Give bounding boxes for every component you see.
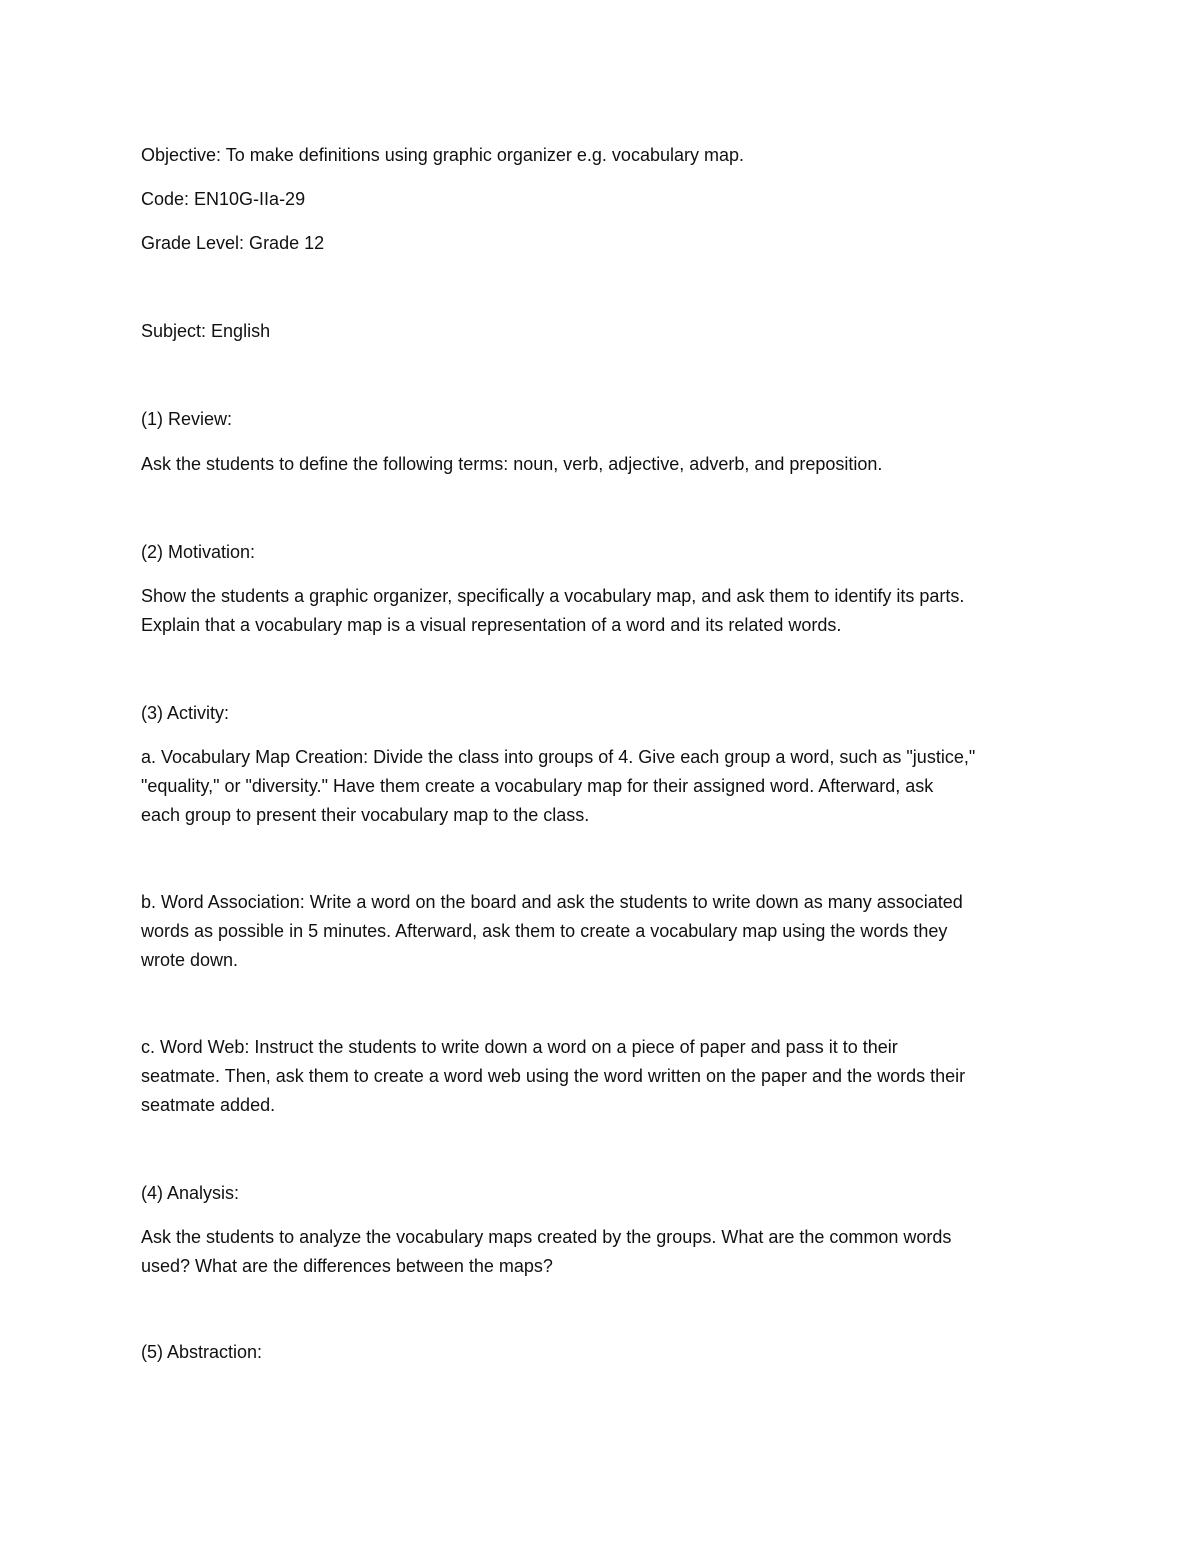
activity-heading: (3) Activity: bbox=[141, 703, 230, 723]
activity-item-c-line: seatmate added. bbox=[141, 1095, 276, 1115]
code-line: Code: EN10G-IIa-29 bbox=[141, 189, 306, 209]
activity-item-a bbox=[141, 743, 1071, 830]
activity-item-b-line: wrote down. bbox=[141, 950, 239, 970]
motivation-body-line: Show the students a graphic organizer, specifically a vocabulary map, and ask them to identify its parts. bbox=[141, 586, 965, 606]
activity-item-c-line: c. Word Web: Instruct the students to write down a word on a piece of paper and pass it to their bbox=[141, 1037, 898, 1057]
activity-item-a-line: "equality," or "diversity." Have them create a vocabulary map for their assigned word. Afterward, ask bbox=[141, 776, 934, 796]
analysis-body-line: used? What are the differences between the maps? bbox=[141, 1256, 553, 1276]
activity-item-a-line: a. Vocabulary Map Creation: Divide the class into groups of 4. Give each group a word, such as "justice," bbox=[141, 747, 976, 767]
activity-item-b-line: words as possible in 5 minutes. Afterward, ask them to create a vocabulary map using the words they bbox=[141, 921, 948, 941]
subject-line: Subject: English bbox=[141, 321, 271, 341]
abstraction-heading: (5) Abstraction: bbox=[141, 1342, 263, 1362]
motivation-body-line: Explain that a vocabulary map is a visual representation of a word and its related words. bbox=[141, 615, 842, 635]
motivation-heading: (2) Motivation: bbox=[141, 542, 256, 562]
activity-item-c bbox=[141, 1033, 1071, 1120]
grade-level-line: Grade Level: Grade 12 bbox=[141, 233, 325, 253]
motivation-body bbox=[141, 582, 1071, 640]
review-heading: (1) Review: bbox=[141, 409, 233, 429]
activity-item-b-line: b. Word Association: Write a word on the board and ask the students to write down as many associated bbox=[141, 892, 963, 912]
activity-item-c-line: seatmate. Then, ask them to create a word web using the word written on the paper and the words their bbox=[141, 1066, 966, 1086]
activity-item-a-line: each group to present their vocabulary map to the class. bbox=[141, 805, 590, 825]
activity-item-b bbox=[141, 888, 1071, 975]
review-body: Ask the students to define the following terms: noun, verb, adjective, adverb, and preposition. bbox=[141, 454, 883, 474]
analysis-body bbox=[141, 1223, 1071, 1281]
analysis-heading: (4) Analysis: bbox=[141, 1183, 240, 1203]
objective-line: Objective: To make definitions using graphic organizer e.g. vocabulary map. bbox=[141, 145, 744, 165]
analysis-body-line: Ask the students to analyze the vocabulary maps created by the groups. What are the common words bbox=[141, 1227, 952, 1247]
